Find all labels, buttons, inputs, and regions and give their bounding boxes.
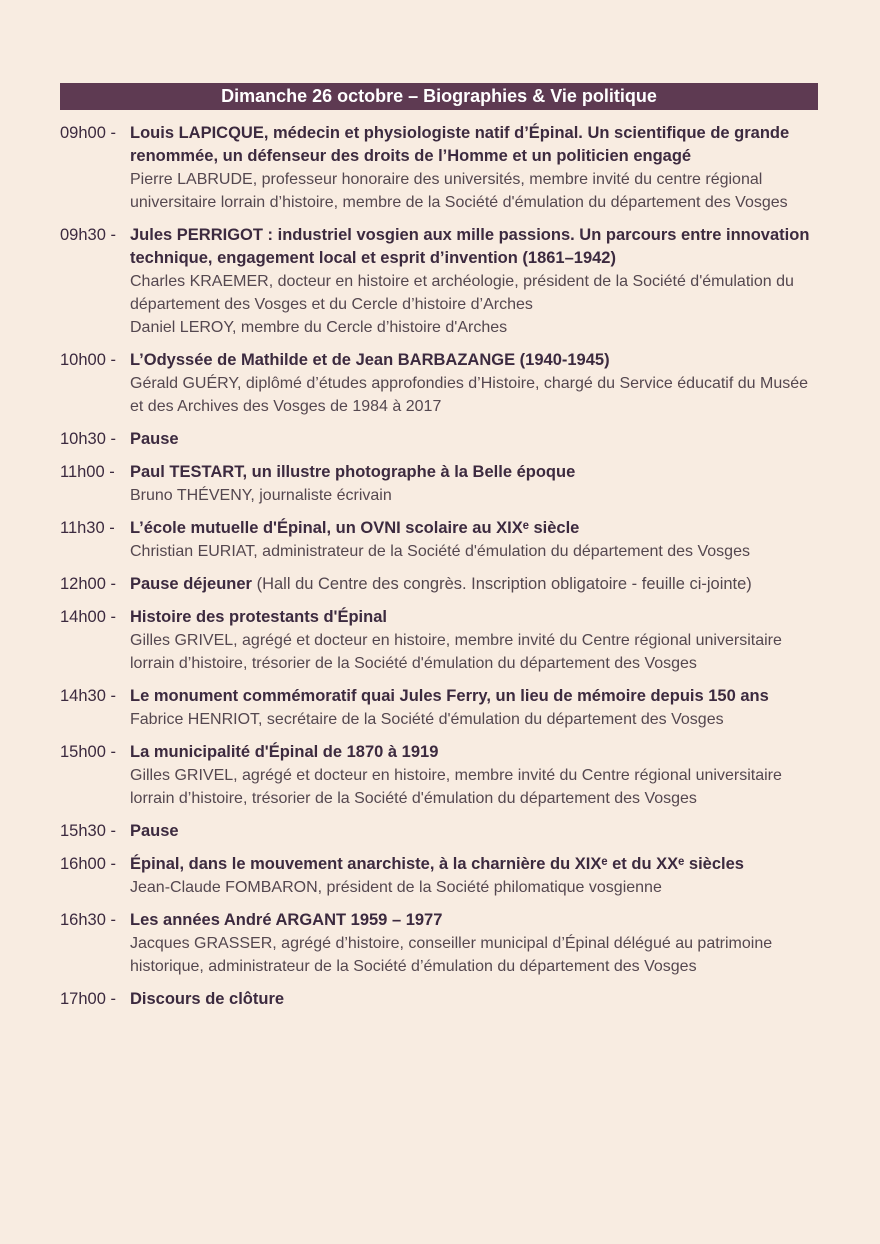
schedule-entry-lunch (60, 573, 818, 596)
pause-label: Pause (130, 822, 179, 840)
entry-body (130, 573, 818, 596)
schedule-entry (60, 349, 818, 418)
entry-body (130, 741, 818, 810)
talk-title: La municipalité d'Épinal de 1870 à 1919 (130, 743, 439, 761)
entry-body (130, 349, 818, 418)
talk-title: Épinal, dans le mouvement anarchiste, à la charnière du XIXᵉ et du XXᵉ siècles (130, 855, 744, 873)
schedule-entry-closing (60, 988, 818, 1011)
schedule-entry-pause (60, 428, 818, 451)
entry-time: 17h00 - (60, 990, 116, 1008)
program-page (60, 83, 818, 1021)
entry-time: 15h00 - (60, 743, 116, 761)
speaker: Gilles GRIVEL, agrégé et docteur en histoire, membre invité du Centre régional universitaire lorrain d’histoire, trésorier de la Société d'émulation du département des Vosges (130, 767, 782, 807)
talk-title: L’école mutuelle d'Épinal, un OVNI scolaire au XIXᵉ siècle (130, 519, 580, 537)
entry-body (130, 820, 818, 843)
schedule-entry (60, 853, 818, 899)
speaker: Pierre LABRUDE, professeur honoraire des universités, membre invité du centre régional universitaire lorrain d’histoire, membre de la Société d'émulation du département des Vosges (130, 171, 788, 211)
schedule-entry (60, 461, 818, 507)
entry-time: 11h30 - (60, 519, 115, 537)
entry-body (130, 428, 818, 451)
entry-body (130, 606, 818, 675)
speaker: Jean-Claude FOMBARON, président de la Société philomatique vosgienne (130, 879, 662, 896)
entry-body (130, 909, 818, 978)
speaker: Christian EURIAT, administrateur de la Société d'émulation du département des Vosges (130, 543, 750, 560)
talk-title: Les années André ARGANT 1959 – 1977 (130, 911, 443, 929)
talk-title: Le monument commémoratif quai Jules Ferry, un lieu de mémoire depuis 150 ans (130, 687, 769, 705)
schedule-list (60, 122, 818, 1011)
speaker: Bruno THÉVENY, journaliste écrivain (130, 487, 392, 504)
entry-time: 14h30 - (60, 687, 116, 705)
schedule-entry (60, 224, 818, 339)
entry-body (130, 853, 818, 899)
schedule-entry (60, 909, 818, 978)
speaker: Gérald GUÉRY, diplômé d’études approfondies d’Histoire, chargé du Service éducatif du Musée et des Archives des Vosges de 1984 à 2017 (130, 375, 809, 415)
lunch-note: (Hall du Centre des congrès. Inscription obligatoire - feuille ci-jointe) (251, 575, 752, 593)
speaker: Fabrice HENRIOT, secrétaire de la Société d'émulation du département des Vosges (130, 711, 724, 728)
schedule-entry (60, 741, 818, 810)
entry-body (130, 461, 818, 507)
entry-body (130, 988, 818, 1011)
entry-time: 12h00 - (60, 575, 116, 593)
entry-time: 09h00 - (60, 124, 116, 142)
day-header: Dimanche 26 octobre – Biographies & Vie politique (60, 83, 818, 110)
entry-time: 10h30 - (60, 430, 116, 448)
entry-body (130, 685, 818, 731)
entry-body (130, 122, 818, 214)
closing-label: Discours de clôture (130, 990, 285, 1008)
talk-title: Jules PERRIGOT : industriel vosgien aux mille passions. Un parcours entre innovation technique, engagement local et esprit d’invention (1861–1942) (130, 226, 810, 267)
entry-time: 16h00 - (60, 855, 116, 873)
entry-time: 11h00 - (60, 463, 115, 481)
speaker: Charles KRAEMER, docteur en histoire et archéologie, président de la Société d'émulation du département des Vosges et du Cercle d’histoire d’Arches (130, 273, 794, 313)
schedule-entry (60, 685, 818, 731)
talk-title: Histoire des protestants d'Épinal (130, 608, 387, 626)
schedule-entry (60, 606, 818, 675)
talk-title: Louis LAPICQUE, médecin et physiologiste natif d’Épinal. Un scientifique de grande renommée, un défenseur des droits de l’Homme et un politicien engagé (130, 124, 790, 165)
speaker: Daniel LEROY, membre du Cercle d’histoire d'Arches (130, 319, 508, 336)
entry-time: 10h00 - (60, 351, 116, 369)
entry-time: 15h30 - (60, 822, 116, 840)
lunch-label: Pause déjeuner (130, 575, 252, 593)
entry-time: 16h30 - (60, 911, 116, 929)
entry-time: 09h30 - (60, 226, 116, 244)
entry-body (130, 224, 818, 339)
schedule-entry (60, 517, 818, 563)
pause-label: Pause (130, 430, 179, 448)
speaker: Jacques GRASSER, agrégé d’histoire, conseiller municipal d’Épinal délégué au patrimoine historique, administrateur de la Société d’émulation du département des Vosges (130, 935, 773, 975)
speaker: Gilles GRIVEL, agrégé et docteur en histoire, membre invité du Centre régional universitaire lorrain d’histoire, trésorier de la Société d'émulation du département des Vosges (130, 632, 782, 672)
entry-body (130, 517, 818, 563)
talk-title: L’Odyssée de Mathilde et de Jean BARBAZANGE (1940-1945) (130, 351, 610, 369)
entry-time: 14h00 - (60, 608, 116, 626)
schedule-entry-pause (60, 820, 818, 843)
talk-title: Paul TESTART, un illustre photographe à la Belle époque (130, 463, 576, 481)
schedule-entry (60, 122, 818, 214)
